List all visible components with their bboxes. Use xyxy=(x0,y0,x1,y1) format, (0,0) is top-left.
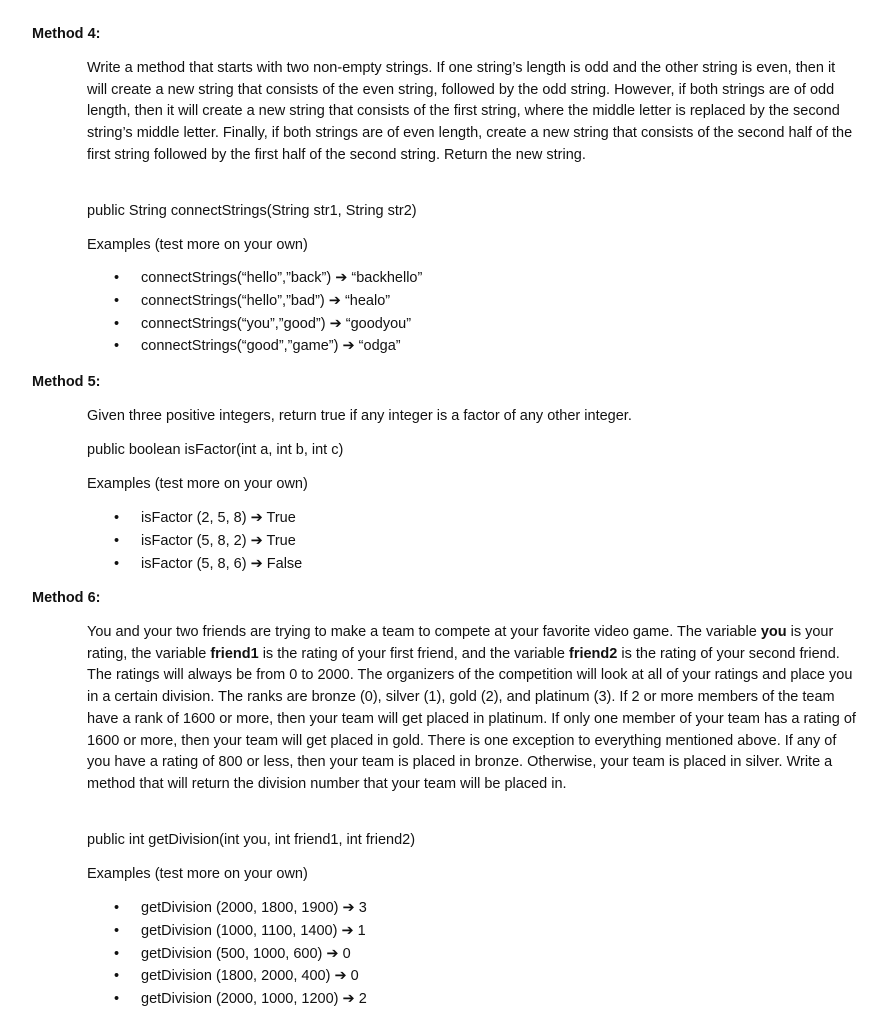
list-item xyxy=(87,336,422,359)
method-6-description xyxy=(87,622,857,796)
arrow-right-icon: ➔ xyxy=(250,510,263,526)
list-item xyxy=(87,291,422,314)
list-item xyxy=(87,314,422,337)
arrow-right-icon: ➔ xyxy=(250,532,263,549)
example-call: getDivision (500, 1000, 600) xyxy=(141,945,323,962)
example-result: “backhello” xyxy=(351,270,423,286)
variable-you: you xyxy=(760,624,787,640)
description-text: You and your two friends are trying to make a team to compete at your favorite video game. The variable xyxy=(87,624,761,640)
example-result: 0 xyxy=(350,968,359,985)
method-4-examples-list xyxy=(87,268,422,359)
list-item xyxy=(87,989,367,1012)
example-result: “goodyou” xyxy=(345,315,412,332)
method-5-heading: Method 5: xyxy=(32,374,101,390)
arrow-right-icon: ➔ xyxy=(328,292,341,309)
method-4-description: Write a method that starts with two non-empty strings. If one string’s length is odd and the other string is even, then it will create a new string that consists of the even string, followed by the odd string. However, if both strings are of odd length, then it will create a new string that consists of the first string, where the middle letter is replaced by the second string’s middle letter. Finally, if both strings are of even length, create a new string that consists of the second half of the first string followed by the first half of the second string. Return the new string. xyxy=(87,60,853,163)
example-result: 2 xyxy=(358,991,367,1008)
example-call: getDivision (1000, 1100, 1400) xyxy=(141,922,338,939)
list-item xyxy=(87,966,367,989)
example-call: connectStrings(“you”,”good”) xyxy=(141,315,326,332)
example-call: isFactor (2, 5, 8) xyxy=(141,510,247,526)
variable-friend1: friend1 xyxy=(210,645,259,662)
example-call: isFactor (5, 8, 6) xyxy=(141,555,247,572)
example-call: getDivision (1800, 2000, 400) xyxy=(141,968,331,985)
example-result: 0 xyxy=(342,945,351,962)
list-item xyxy=(87,508,302,531)
method-5-description: Given three positive integers, return true if any integer is a factor of any other integer. xyxy=(87,408,632,424)
example-call: getDivision (2000, 1000, 1200) xyxy=(141,991,339,1008)
method-5-signature: public boolean isFactor(int a, int b, int c) xyxy=(87,442,344,458)
arrow-right-icon: ➔ xyxy=(342,900,355,916)
method-5-examples-label: Examples (test more on your own) xyxy=(87,476,308,492)
example-call: connectStrings(“good”,”game”) xyxy=(141,338,339,355)
method-4-examples-label: Examples (test more on your own) xyxy=(87,237,308,253)
list-item xyxy=(87,554,302,577)
arrow-right-icon: ➔ xyxy=(342,338,355,355)
example-call: isFactor (5, 8, 2) xyxy=(141,532,247,549)
list-item xyxy=(87,268,422,291)
arrow-right-icon: ➔ xyxy=(326,945,339,962)
arrow-right-icon: ➔ xyxy=(250,555,263,572)
method-4-heading: Method 4: xyxy=(32,26,101,42)
example-result: True xyxy=(266,510,296,526)
list-item xyxy=(87,921,367,944)
list-item xyxy=(87,898,367,921)
method-6-signature: public int getDivision(int you, int friend1, int friend2) xyxy=(87,832,416,848)
example-result: “odga” xyxy=(358,338,401,355)
method-6-examples-list xyxy=(87,898,367,1012)
arrow-right-icon: ➔ xyxy=(342,991,355,1008)
example-result: False xyxy=(266,555,303,572)
list-item xyxy=(87,531,302,554)
description-text: is the rating of your first friend, and the variable xyxy=(258,645,569,662)
description-text: is your rating, the variable xyxy=(87,624,834,662)
method-6-heading: Method 6: xyxy=(32,590,101,606)
variable-friend2: friend2 xyxy=(568,645,618,662)
arrow-right-icon: ➔ xyxy=(334,968,347,985)
example-result: True xyxy=(266,532,296,549)
example-result: 3 xyxy=(358,900,367,916)
method-5-examples-list xyxy=(87,508,302,576)
example-call: connectStrings(“hello”,”bad”) xyxy=(141,292,325,309)
example-result: “healo” xyxy=(344,292,391,309)
method-6-examples-label: Examples (test more on your own) xyxy=(87,866,308,882)
description-text: is the rating of your second friend. The ratings will always be from 0 to 2000. The organizers of the competition will look at all of your ratings and place you in a certain division. The ranks are bronze (0), silver (1), gold (2), and platinum (3). If 2 or more members of the team have a rank of 1600 or more, then your team will get placed in platinum. If only one member of your team has a rating of 1600 or more, then your team will get placed in gold. There is one exception to everything mentioned above. If any of you have a rating of 800 or less, then your team is placed in bronze. Otherwise, your team is placed in silver. Write a method that will return the division number that your team will be placed in. xyxy=(87,645,856,792)
arrow-right-icon: ➔ xyxy=(329,315,342,332)
arrow-right-icon: ➔ xyxy=(341,922,354,939)
method-4-signature: public String connectStrings(String str1, String str2) xyxy=(87,203,417,219)
arrow-right-icon: ➔ xyxy=(335,270,348,286)
example-call: connectStrings(“hello”,”back”) xyxy=(141,270,332,286)
list-item xyxy=(87,944,367,967)
example-call: getDivision (2000, 1800, 1900) xyxy=(141,900,339,916)
example-result: 1 xyxy=(357,922,366,939)
